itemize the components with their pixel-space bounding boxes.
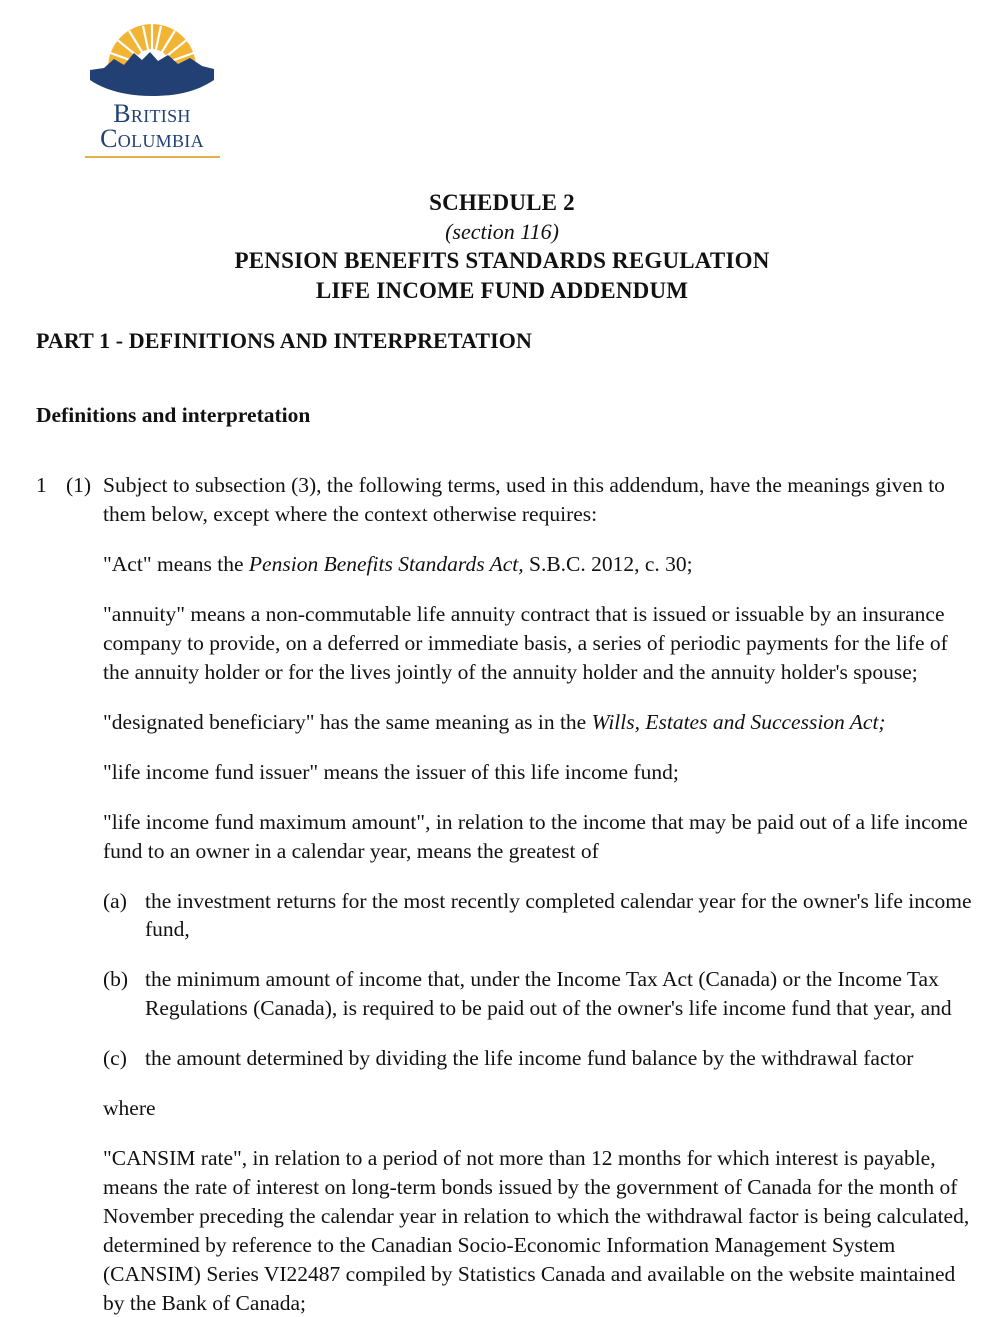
clause-1 bbox=[36, 471, 976, 529]
lettered-marker-a: (a) bbox=[103, 888, 127, 913]
lettered-text-c: the amount determined by dividing the life income fund balance by the withdrawal factor bbox=[145, 1046, 914, 1071]
lettered-marker-b: (b) bbox=[103, 967, 129, 992]
schedule-title: SCHEDULE 2 bbox=[429, 190, 575, 215]
regulation-title: PENSION BENEFITS STANDARDS REGULATION bbox=[234, 248, 770, 274]
section-reference: (section 116) bbox=[445, 218, 559, 244]
bc-government-logo bbox=[72, 22, 232, 158]
definition-annuity: "annuity" means a non-commutable life annuity contract that is issued or issuable by an insurance company to provide, on a deferred or immediate basis, a series of periodic payments for the life of the annuity holder or for the lives jointly of the annuity holder and the annuity holder's spouse; bbox=[103, 602, 948, 685]
bc-wordmark bbox=[72, 99, 232, 153]
definition-act-lead: "Act" means the bbox=[103, 552, 249, 577]
section-heading: Definitions and interpretation bbox=[36, 402, 311, 427]
definition-cansim-rate: "CANSIM rate", in relation to a period of not more than 12 months for which interest is payable, means the rate of interest on long-term bonds issued by the government of Canada for the month of November preceding the calendar year in relation to which the withdrawal factor is being calculated, determined by reference to the Canadian Socio-Economic Information Management System (CANSIM) Series VI22487 compiled by Statistics Canada and available on the website maintained by the Bank of Canada; bbox=[103, 1145, 970, 1315]
addendum-title: LIFE INCOME FUND ADDENDUM bbox=[315, 278, 689, 304]
definition-designated-statute: Wills, Estates and Succession Act; bbox=[591, 709, 886, 734]
definition-act bbox=[103, 550, 976, 579]
part-heading: PART 1 - DEFINITIONS AND INTERPRETATION bbox=[36, 328, 532, 353]
definition-designated-beneficiary bbox=[103, 708, 976, 737]
definition-life-income-fund-issuer: "life income fund issuer" means the issuer of this life income fund; bbox=[103, 759, 679, 784]
bc-sun-mountains-logo-icon bbox=[84, 22, 220, 100]
definition-life-income-fund-maximum-amount: "life income fund maximum amount", in relation to the income that may be paid out of a life income fund to an owner in a calendar year, means the greatest of bbox=[103, 809, 968, 863]
clause-subsection-number: (1) bbox=[66, 473, 92, 498]
lettered-text-a: the investment returns for the most recently completed calendar year for the owner's life income fund, bbox=[145, 888, 972, 942]
wordmark-underline bbox=[85, 156, 220, 158]
lettered-item-b bbox=[103, 965, 976, 1023]
wordmark-line-columbia: Columbia bbox=[100, 123, 204, 153]
lettered-text-b: the minimum amount of income that, under the Income Tax Act (Canada) or the Income Tax Regulations (Canada), is required to be paid out of the owner's life income fund that year, and bbox=[145, 967, 952, 1021]
document-title-block bbox=[0, 188, 1004, 306]
definition-act-tail: S.B.C. 2012, c. 30; bbox=[523, 552, 693, 577]
document-content bbox=[36, 326, 976, 1317]
lettered-item-a bbox=[103, 887, 976, 945]
definition-act-statute: Pension Benefits Standards Act, bbox=[248, 552, 524, 577]
clause-number: 1 bbox=[36, 473, 47, 498]
lettered-item-c bbox=[103, 1044, 976, 1073]
lettered-marker-c: (c) bbox=[103, 1046, 127, 1071]
wordmark-line-british: British bbox=[113, 99, 191, 128]
clause-body-text: Subject to subsection (3), the following terms, used in this addendum, have the meanings given to them below, except where the context otherwise requires: bbox=[103, 473, 945, 527]
where-keyword: where bbox=[103, 1096, 156, 1121]
definition-designated-lead: "designated beneficiary" has the same meaning as in the bbox=[103, 709, 592, 734]
